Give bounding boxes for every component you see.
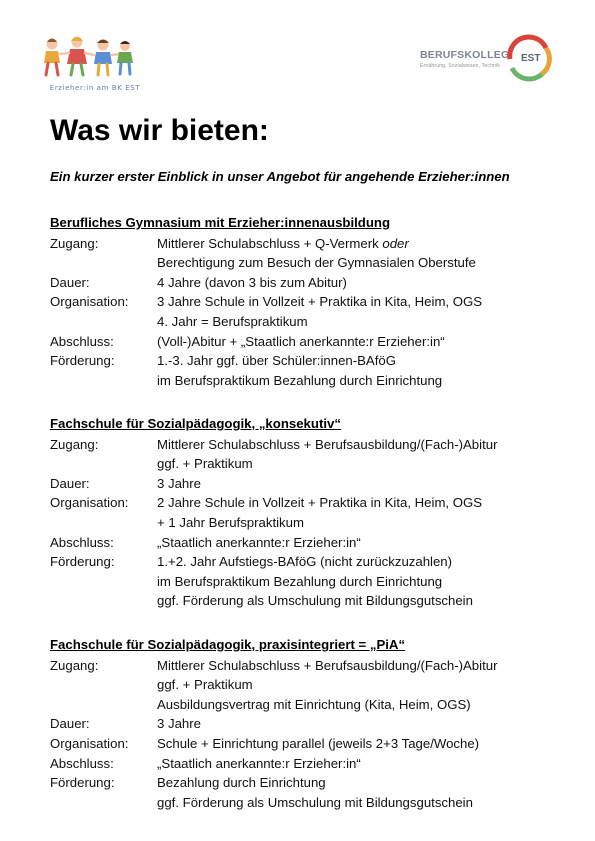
info-value-text: 2 Jahre Schule in Vollzeit + Praktika in Kita, Heim, OGS (157, 495, 483, 511)
info-value-line (157, 234, 550, 254)
info-value-text: 1.+2. Jahr Aufstiegs-BAföG (nicht zurückzuzahlen) (157, 554, 453, 570)
info-value (157, 234, 550, 273)
info-value (157, 754, 550, 774)
info-value (157, 734, 550, 754)
info-row (50, 234, 550, 273)
info-value-text: Schule + Einrichtung parallel (jeweils 2+3 Tage/Woche) (157, 735, 480, 751)
info-label: Förderung: (50, 353, 115, 369)
info-value-line (157, 714, 550, 734)
info-label: Abschluss: (50, 333, 114, 349)
info-row (50, 332, 550, 352)
berufskolleg-logo-subtitle: Ernährung, Sozialwesen, Technik (420, 63, 501, 69)
section-fachschule-konsekutiv (50, 414, 550, 611)
berufskolleg-logo-name: BERUFSKOLLEG (420, 49, 510, 61)
info-value-text: Mittlerer Schulabschluss + Berufsausbildung/(Fach-)Abitur (157, 436, 498, 452)
info-value-text: Mittlerer Schulabschluss + Q-Vermerk (157, 235, 383, 251)
info-row (50, 273, 550, 293)
info-value-line (157, 552, 550, 572)
info-value-text: + 1 Jahr Berufspraktikum (157, 514, 304, 530)
info-value (157, 493, 550, 532)
info-value (157, 714, 550, 734)
info-value-line (157, 656, 550, 676)
page-title: Was wir bieten: (50, 114, 269, 147)
kids-logo (40, 36, 150, 94)
section-fachschule-pia (50, 635, 550, 812)
berufskolleg-logo (418, 34, 558, 88)
kids-logo-caption: Erzieher:in am BK EST (49, 84, 141, 92)
info-value (157, 273, 550, 293)
info-value-text: 3 Jahre (157, 716, 201, 732)
info-value-text: Berechtigung zum Besuch der Gymnasialen Oberstufe (157, 255, 476, 271)
info-value-text: 3 Jahre (157, 475, 201, 491)
info-label: Dauer: (50, 274, 90, 290)
info-label: Abschluss: (50, 755, 114, 771)
info-value-line (157, 273, 550, 293)
info-row (50, 754, 550, 774)
info-value (157, 435, 550, 474)
info-label: Organisation: (50, 294, 129, 310)
info-value-text: „Staatlich anerkannte:r Erzieher:in“ (157, 755, 361, 771)
info-value-text: 4 Jahre (davon 3 bis zum Abitur) (157, 274, 347, 290)
info-value-line (157, 695, 550, 715)
info-value-text: im Berufspraktikum Bezahlung durch Einrichtung (157, 372, 443, 388)
info-value-text: ggf. Förderung als Umschulung mit Bildungsgutschein (157, 794, 473, 810)
section-heading: Fachschule für Sozialpädagogik, praxisintegriert = „PiA“ (50, 637, 406, 652)
info-value-text: 3 Jahre Schule in Vollzeit + Praktika in Kita, Heim, OGS (157, 294, 483, 310)
info-value (157, 533, 550, 553)
info-value-line (157, 591, 550, 611)
info-value-line (157, 533, 550, 553)
info-value-line (157, 371, 550, 391)
info-row (50, 474, 550, 494)
info-label: Förderung: (50, 554, 115, 570)
info-value-line (157, 513, 550, 533)
info-row (50, 435, 550, 474)
info-value (157, 552, 550, 611)
info-value (157, 656, 550, 715)
info-value (157, 292, 550, 331)
info-row (50, 656, 550, 715)
info-value-text: 1.-3. Jahr ggf. über Schüler:innen-BAföG (157, 353, 396, 369)
children-figures-icon (40, 36, 150, 82)
info-label: Förderung: (50, 775, 115, 791)
info-value-line (157, 572, 550, 592)
section-heading: Berufliches Gymnasium mit Erzieher:innenausbildung (50, 215, 391, 230)
info-value-line (157, 493, 550, 513)
info-label: Zugang: (50, 235, 99, 251)
info-value-text: ggf. + Praktikum (157, 456, 253, 472)
info-value-line (157, 435, 550, 455)
info-label: Zugang: (50, 436, 99, 452)
info-label: Zugang: (50, 657, 99, 673)
section-heading: Fachschule für Sozialpädagogik, „konsekutiv“ (50, 416, 341, 431)
info-label: Organisation: (50, 495, 129, 511)
info-row (50, 734, 550, 754)
section-berufliches-gymnasium (50, 213, 550, 390)
berufskolleg-logo-badge: EST (521, 53, 541, 64)
info-row (50, 552, 550, 611)
info-value-emphasis: oder (382, 235, 409, 251)
info-value-line (157, 793, 550, 813)
intro-text: Ein kurzer erster Einblick in unser Angebot für angehende Erzieher:innen (50, 169, 510, 184)
info-value-line (157, 454, 550, 474)
info-value-text: Mittlerer Schulabschluss + Berufsausbildung/(Fach-)Abitur (157, 657, 498, 673)
info-value-line (157, 474, 550, 494)
info-label: Abschluss: (50, 534, 114, 550)
info-label: Dauer: (50, 716, 90, 732)
info-value-text: (Voll-)Abitur + „Staatlich anerkannte:r Erzieher:in“ (157, 333, 445, 349)
info-value (157, 351, 550, 390)
info-value-line (157, 332, 550, 352)
info-value-line (157, 734, 550, 754)
info-label: Dauer: (50, 475, 90, 491)
info-value-text: Ausbildungsvertrag mit Einrichtung (Kita, Heim, OGS) (157, 696, 471, 712)
info-value-line (157, 351, 550, 371)
info-value-text: 4. Jahr = Berufspraktikum (157, 313, 308, 329)
info-row (50, 533, 550, 553)
info-value (157, 332, 550, 352)
info-value-text: ggf. Förderung als Umschulung mit Bildungsgutschein (157, 593, 473, 609)
info-value-text: im Berufspraktikum Bezahlung durch Einrichtung (157, 573, 443, 589)
info-row (50, 773, 550, 812)
info-value-text: Bezahlung durch Einrichtung (157, 775, 326, 791)
info-row (50, 714, 550, 734)
info-row (50, 292, 550, 331)
info-value-text: ggf. + Praktikum (157, 677, 253, 693)
info-value-line (157, 675, 550, 695)
info-value-line (157, 253, 550, 273)
info-value-line (157, 754, 550, 774)
info-value-line (157, 312, 550, 332)
info-value-line (157, 773, 550, 793)
info-value (157, 773, 550, 812)
info-value-line (157, 292, 550, 312)
info-row (50, 351, 550, 390)
info-value (157, 474, 550, 494)
info-label: Organisation: (50, 735, 129, 751)
info-value-text: „Staatlich anerkannte:r Erzieher:in“ (157, 534, 361, 550)
info-row (50, 493, 550, 532)
